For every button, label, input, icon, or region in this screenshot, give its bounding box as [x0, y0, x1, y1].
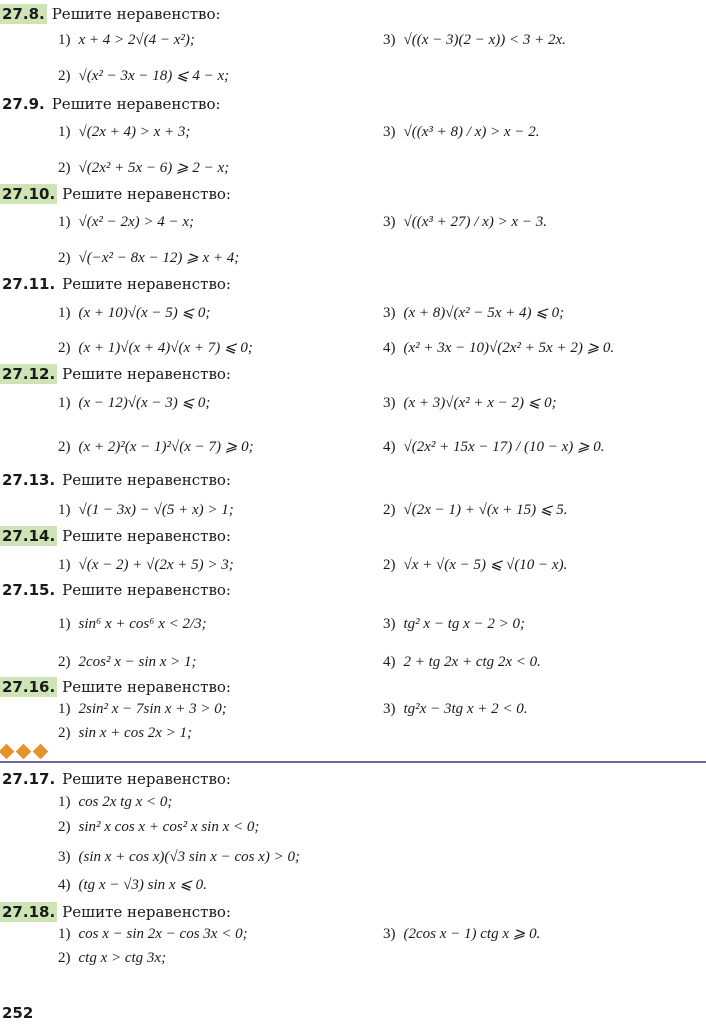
- exercise-item: [383, 500, 567, 520]
- exercise-header: [0, 901, 231, 923]
- item-label: 4): [383, 439, 396, 455]
- item-expression: 2 + tg 2x + ctg 2x < 0.: [403, 654, 541, 670]
- exercise-item: [383, 212, 547, 232]
- exercise-item: [58, 500, 234, 520]
- item-label: 3): [383, 305, 396, 321]
- exercise-item: [383, 924, 540, 944]
- exercise-item: [383, 614, 525, 634]
- item-expression: cos x − sin 2x − cos 3x < 0;: [78, 926, 248, 942]
- item-label: 1): [58, 124, 71, 140]
- item-label: 1): [58, 395, 71, 411]
- exercise-number: 27.10.: [2, 185, 56, 203]
- item-label: 1): [58, 926, 71, 942]
- item-expression: √(2x + 4) > x + 3;: [78, 124, 191, 140]
- item-label: 3): [383, 926, 396, 942]
- item-expression: (x + 2)²(x − 1)²√(x − 7) ⩾ 0;: [78, 439, 254, 455]
- item-label: 2): [58, 819, 71, 835]
- exercise-task: Решите неравенство:: [62, 185, 231, 203]
- item-label: 2): [58, 68, 71, 84]
- exercise-task: Решите неравенство:: [62, 770, 231, 788]
- item-label: 2): [58, 950, 71, 966]
- item-expression: √(2x² + 5x − 6) ⩾ 2 − x;: [78, 160, 230, 176]
- exercise-task: Решите неравенство:: [62, 527, 231, 545]
- item-label: 4): [383, 654, 396, 670]
- exercise-item: [58, 792, 172, 812]
- item-label: 1): [58, 701, 71, 717]
- exercise-item: [383, 555, 567, 575]
- item-expression: ctg x > ctg 3x;: [78, 950, 167, 966]
- item-expression: tg² x − tg x − 2 > 0;: [403, 616, 526, 632]
- item-label: 2): [58, 340, 71, 356]
- exercise-item: [58, 875, 207, 895]
- item-expression: 2cos² x − sin x > 1;: [78, 654, 197, 670]
- item-label: 3): [58, 849, 71, 865]
- item-expression: √((x³ + 27) / x) > x − 3.: [403, 214, 547, 230]
- item-label: 3): [383, 124, 396, 140]
- item-expression: (x² + 3x − 10)√(2x² + 5x + 2) ⩾ 0.: [403, 340, 615, 356]
- exercise-number: 27.12.: [2, 365, 56, 383]
- exercise-number: 27.18.: [2, 903, 56, 921]
- exercise-item: [58, 437, 254, 457]
- item-label: 1): [58, 32, 71, 48]
- item-expression: √(x² − 2x) > 4 − x;: [78, 214, 195, 230]
- item-label: 3): [383, 214, 396, 230]
- exercise-task: Решите неравенство:: [62, 581, 231, 599]
- exercise-item: [383, 652, 541, 672]
- exercise-item: [383, 338, 614, 358]
- diamond-icon: [16, 744, 32, 760]
- exercise-item: [58, 817, 259, 837]
- exercise-header: [0, 363, 231, 385]
- exercise-item: [383, 30, 566, 50]
- exercise-item: [383, 303, 564, 323]
- exercise-number: 27.9.: [2, 95, 45, 113]
- item-expression: tg²x − 3tg x + 2 < 0.: [403, 701, 528, 717]
- exercise-header: [0, 3, 221, 25]
- exercise-item: [58, 212, 194, 232]
- item-expression: (2cos x − 1) ctg x ⩾ 0.: [403, 926, 541, 942]
- exercise-item: [58, 248, 239, 268]
- exercise-item: [58, 158, 229, 178]
- exercise-task: Решите неравенство:: [51, 5, 221, 23]
- item-label: 3): [383, 395, 396, 411]
- exercise-item: [58, 66, 229, 86]
- exercise-item: [58, 723, 192, 743]
- exercise-number: 27.15.: [2, 581, 56, 599]
- item-label: 1): [58, 616, 71, 632]
- item-expression: (tg x − √3) sin x ⩽ 0.: [78, 877, 207, 893]
- exercise-header: [0, 273, 231, 295]
- section-divider: [0, 761, 706, 763]
- exercise-number: 27.14.: [2, 527, 56, 545]
- item-label: 1): [58, 214, 71, 230]
- exercise-header: [0, 676, 231, 698]
- item-expression: (x − 12)√(x − 3) ⩽ 0;: [78, 395, 211, 411]
- item-expression: 2sin² x − 7sin x + 3 > 0;: [78, 701, 227, 717]
- item-label: 4): [58, 877, 71, 893]
- item-expression: (x + 3)√(x² + x − 2) ⩽ 0;: [403, 395, 557, 411]
- exercise-task: Решите неравенство:: [62, 365, 231, 383]
- item-label: 4): [383, 340, 396, 356]
- item-expression: sin² x cos x + cos² x sin x < 0;: [78, 819, 260, 835]
- item-expression: √((x − 3)(2 − x)) < 3 + 2x.: [403, 32, 566, 48]
- exercise-header: [0, 469, 231, 491]
- exercise-task: Решите неравенство:: [62, 275, 231, 293]
- exercise-item: [58, 614, 207, 634]
- exercise-header: [0, 579, 231, 601]
- item-label: 1): [58, 794, 71, 810]
- exercise-task: Решите неравенство:: [62, 471, 231, 489]
- item-expression: √(x − 2) + √(2x + 5) > 3;: [78, 557, 234, 573]
- item-label: 3): [383, 616, 396, 632]
- exercise-item: [58, 30, 195, 50]
- item-expression: √(2x − 1) + √(x + 15) ⩽ 5.: [403, 502, 568, 518]
- item-label: 2): [58, 439, 71, 455]
- item-label: 1): [58, 502, 71, 518]
- exercise-header: [0, 525, 231, 547]
- item-expression: (x + 10)√(x − 5) ⩽ 0;: [78, 305, 211, 321]
- item-expression: √((x³ + 8) / x) > x − 2.: [403, 124, 540, 140]
- item-expression: x + 4 > 2√(4 − x²);: [78, 32, 195, 48]
- diamond-icon: [0, 744, 14, 760]
- exercise-item: [58, 948, 166, 968]
- exercise-number: 27.16.: [2, 678, 56, 696]
- exercise-number: 27.11.: [2, 275, 56, 293]
- difficulty-markers: [1, 746, 46, 757]
- item-label: 1): [58, 557, 71, 573]
- item-label: 2): [58, 654, 71, 670]
- exercise-item: [383, 699, 528, 719]
- item-expression: cos 2x tg x < 0;: [78, 794, 173, 810]
- item-expression: √(2x² + 15x − 17) / (10 − x) ⩾ 0.: [403, 439, 605, 455]
- exercise-number: 27.17.: [2, 770, 56, 788]
- item-expression: sin⁶ x + cos⁶ x < 2/3;: [78, 616, 207, 632]
- exercise-header: [0, 93, 221, 115]
- exercise-header: [0, 183, 231, 205]
- exercise-task: Решите неравенство:: [62, 678, 231, 696]
- exercise-number: 27.13.: [2, 471, 56, 489]
- exercise-item: [58, 122, 190, 142]
- exercise-item: [383, 122, 539, 142]
- exercise-item: [58, 393, 210, 413]
- item-label: 2): [383, 502, 396, 518]
- item-label: 2): [58, 725, 71, 741]
- item-expression: (sin x + cos x)(√3 sin x − cos x) > 0;: [78, 849, 300, 865]
- item-expression: (x + 8)√(x² − 5x + 4) ⩽ 0;: [403, 305, 565, 321]
- exercise-number: 27.8.: [2, 5, 45, 23]
- exercise-item: [58, 338, 253, 358]
- exercise-item: [383, 437, 605, 457]
- exercise-item: [383, 393, 557, 413]
- item-label: 3): [383, 32, 396, 48]
- exercise-item: [58, 847, 300, 867]
- exercise-item: [58, 699, 227, 719]
- item-label: 3): [383, 701, 396, 717]
- item-label: 2): [383, 557, 396, 573]
- item-expression: √(−x² − 8x − 12) ⩾ x + 4;: [78, 250, 240, 266]
- item-expression: √(1 − 3x) − √(5 + x) > 1;: [78, 502, 234, 518]
- exercise-task: Решите неравенство:: [62, 903, 231, 921]
- page-number: 252: [2, 1004, 34, 1022]
- exercise-header: [0, 768, 231, 790]
- item-label: 2): [58, 250, 71, 266]
- exercise-task: Решите неравенство:: [51, 95, 221, 113]
- exercise-item: [58, 555, 234, 575]
- exercise-item: [58, 652, 197, 672]
- item-label: 1): [58, 305, 71, 321]
- item-expression: (x + 1)√(x + 4)√(x + 7) ⩽ 0;: [78, 340, 253, 356]
- item-expression: √x + √(x − 5) ⩽ √(10 − x).: [403, 557, 568, 573]
- diamond-icon: [33, 744, 49, 760]
- item-label: 2): [58, 160, 71, 176]
- item-expression: sin x + cos 2x > 1;: [78, 725, 193, 741]
- exercise-item: [58, 303, 210, 323]
- exercise-item: [58, 924, 248, 944]
- item-expression: √(x² − 3x − 18) ⩽ 4 − x;: [78, 68, 230, 84]
